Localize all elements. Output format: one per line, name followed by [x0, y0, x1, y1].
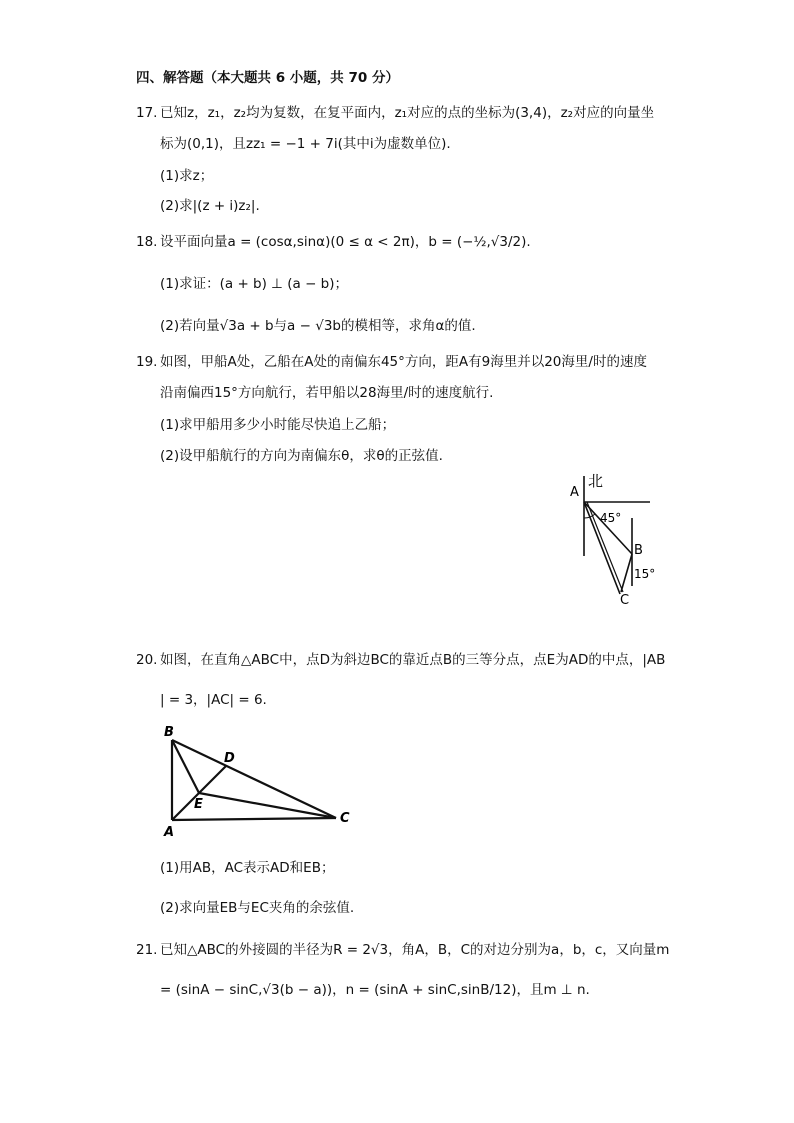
ship-diagram — [560, 466, 670, 606]
side-ac — [172, 818, 336, 820]
q17-text-1: 已知z，z₁，z₂均为复数，在复平面内，z₁对应的点的坐标为(3,4)，z₂对应的向量坐 — [160, 105, 655, 121]
q20-text-2: | = 3，|AC| = 6. — [160, 692, 267, 708]
label-e: E — [194, 797, 203, 812]
label-45: 45° — [600, 511, 622, 525]
q20-part1: (1)用AB，AC表示AD和EB； — [160, 860, 335, 876]
q20-number: 20. — [136, 652, 158, 668]
q18-part2: (2)若向量√3a + b与a − √3b的模相等，求角α的值. — [160, 318, 476, 334]
q20-text-1: 如图，在直角△ABC中，点D为斜边BC的靠近点B的三等分点，点E为AD的中点，|AB — [160, 652, 666, 668]
q19-part2: (2)设甲船航行的方向为南偏东θ，求θ的正弦值. — [160, 448, 443, 464]
q17-part2: (2)求|(z + i)z₂|. — [160, 198, 260, 214]
label-b: B — [164, 725, 174, 740]
label-c: C — [620, 593, 630, 606]
label-a: A — [164, 825, 175, 840]
q17-part1: (1)求z； — [160, 168, 214, 184]
label-d: D — [224, 751, 235, 766]
q19-line1 — [136, 350, 647, 370]
q17-line1 — [136, 101, 654, 121]
q18-number: 18. — [136, 234, 158, 250]
q21-text-2: = (sinA − sinC,√3(b − a))，n = (sinA + sinC,sinB/12)，且m ⊥ n. — [160, 982, 590, 998]
segment-be — [172, 740, 199, 793]
q21-number: 21. — [136, 942, 158, 958]
line-bc — [621, 554, 632, 592]
label-north: 北 — [588, 472, 604, 490]
label-a: A — [570, 485, 579, 500]
q19-text-1: 如图，甲船A处，乙船在A处的南偏东45°方向，距A有9海里并以20海里/时的速度 — [160, 354, 647, 370]
triangle-diagram — [160, 718, 360, 840]
label-b: B — [634, 543, 643, 558]
q18-text-1: 设平面向量a = (cosα,sinα)(0 ≤ α < 2π)，b = (−½,√3/2). — [160, 234, 531, 250]
q19-text-2: 沿南偏西15°方向航行，若甲船以28海里/时的速度航行. — [160, 385, 494, 401]
segment-ec — [199, 793, 336, 818]
section-title: 四、解答题（本大题共 6 小题，共 70 分） — [136, 70, 399, 86]
q19-number: 19. — [136, 354, 158, 370]
q21-line1 — [136, 938, 669, 958]
label-15: 15° — [634, 567, 656, 581]
q21-text-1: 已知△ABC的外接圆的半径为R = 2√3，角A，B，C的对边分别为a，b，c，又向量m — [160, 942, 670, 958]
q18-line1 — [136, 230, 531, 250]
line-ab — [584, 502, 632, 554]
q17-number: 17. — [136, 105, 158, 121]
label-c: C — [340, 811, 350, 826]
q17-text-2: 标为(0,1)，且zz₁ = −1 + 7i(其中i为虚数单位). — [160, 136, 451, 152]
q18-part1: (1)求证：(a + b) ⊥ (a − b)； — [160, 276, 349, 292]
q19-part1: (1)求甲船用多少小时能尽快追上乙船； — [160, 417, 396, 433]
q20-part2: (2)求向量EB与EC夹角的余弦值. — [160, 900, 355, 916]
q20-line1 — [136, 648, 665, 668]
